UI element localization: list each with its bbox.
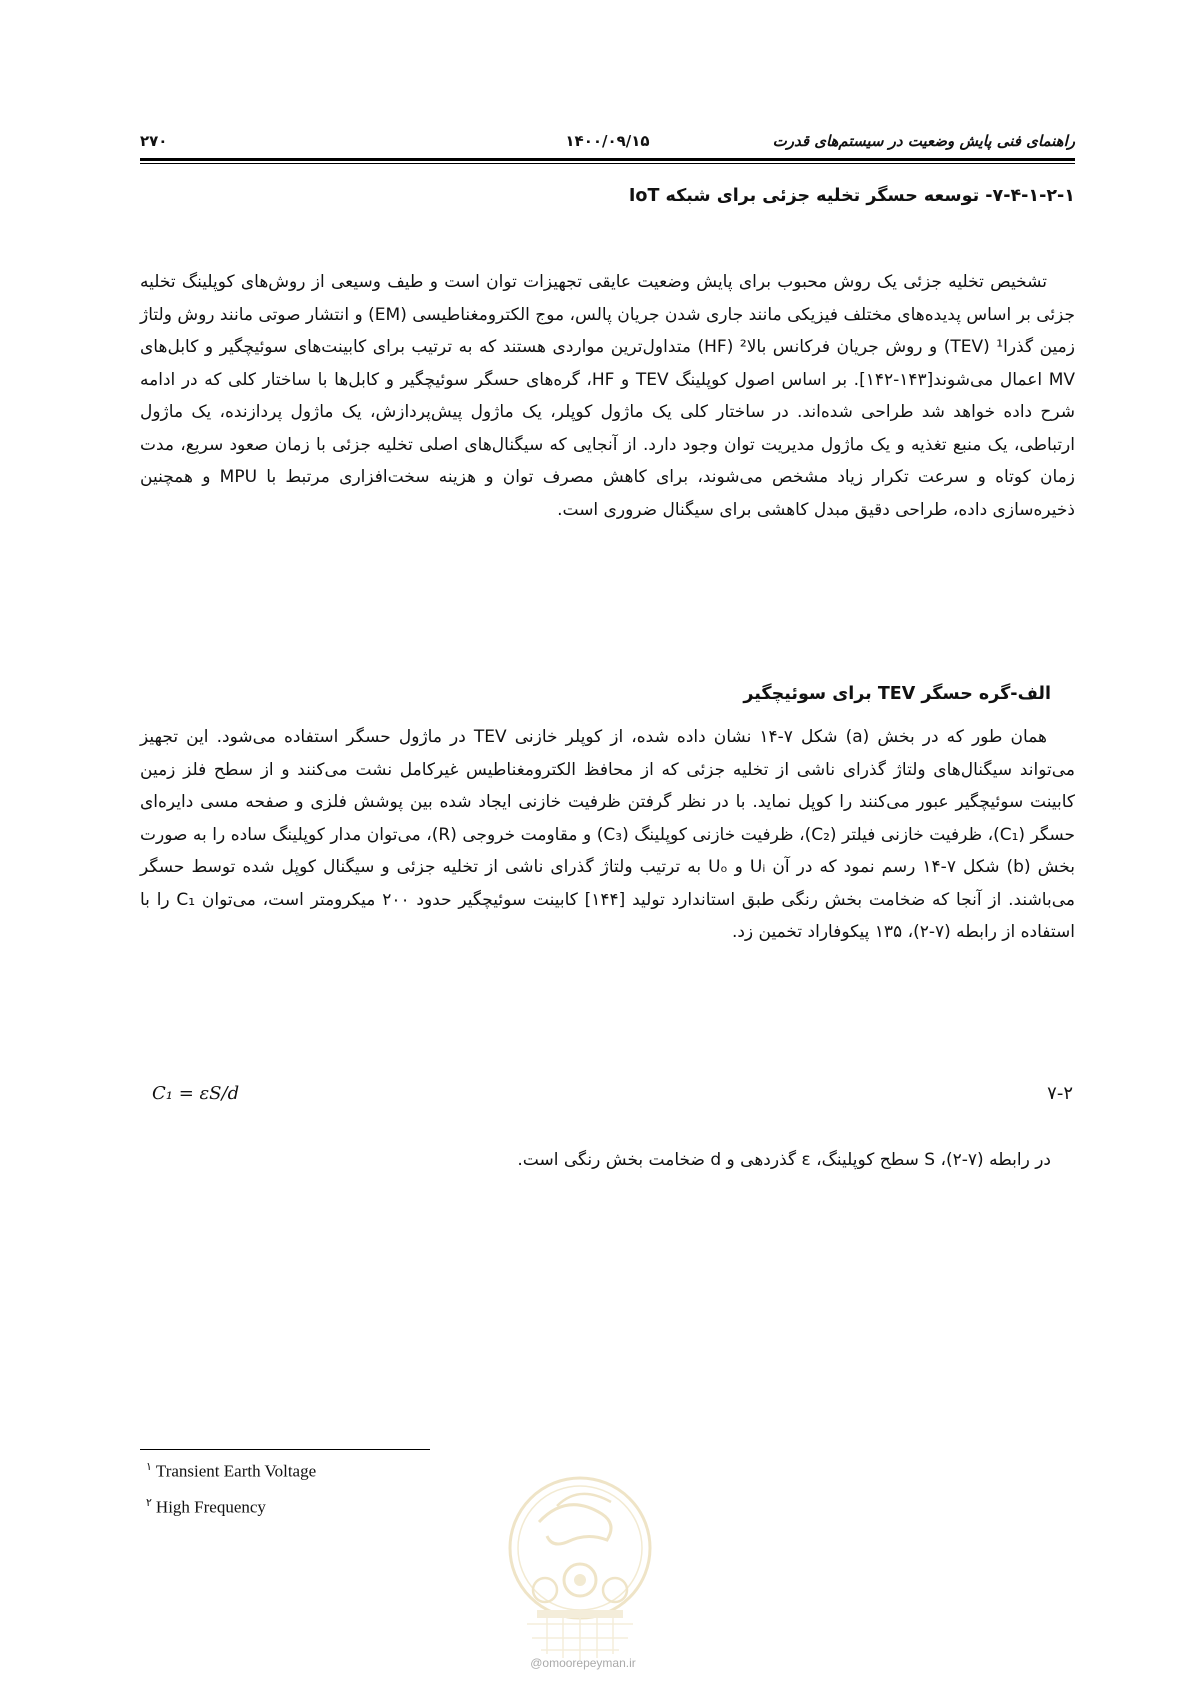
footnote-2-text: High Frequency xyxy=(155,1497,266,1517)
footnote-1-text: Transient Earth Voltage xyxy=(155,1461,317,1481)
header-rule-thin xyxy=(140,163,1075,164)
subsection-heading: الف-گره حسگر TEV برای سوئیچگیر xyxy=(743,684,1051,704)
footnote-rule xyxy=(140,1449,430,1450)
footnote-2-mark: ۲ xyxy=(146,1497,152,1509)
section-heading: ۷-۴-۱-۲-۱- توسعه حسگر تخلیه جزئی برای شبکه IoT xyxy=(628,186,1075,206)
paragraph-2-text: همان طور که در بخش (a) شکل ۷-۱۴ نشان داده شده، از کوپلر خازنی TEV در ماژول حسگر استفاده می‌شود. این تجهیز می‌تواند سیگنال‌های ولتاژ گذرای ناشی از تخلیه جزئی که از محافظ الکترومغناطیس غیرکامل نشت می‌کنند و از سطح فلز زمین کابینت سوئیچگیر عبور می‌کنند را کوپل نماید. با در نظر گرفتن ظرفیت خازنی ایجاد شده بین پوشش فلزی و صفحه مسی دایره‌ای حسگر (C₁)، ظرفیت خازنی فیلتر (C₂)، ظرفیت خازنی کوپلینگ (C₃) و مقاومت خروجی (R)، می‌توان مدار کوپلینگ ساده را به صورت بخش (b) شکل ۷-۱۴ رسم نمود که در آن Uᵢ و Uₒ به ترتیب ولتاژ گذرای ناشی از تخلیه جزئی و سیگنال کوپل شده توسط حسگر می‌باشند. از آنجا که ضخامت بخش رنگی طبق استاندارد تولید [۱۴۴] کابینت سوئیچگیر حدود ۲۰۰ میکرومتر است، می‌توان C₁ را با استفاده از رابطه (۷-۲)، ۱۳۵ پیکوفاراد تخمین زد. xyxy=(140,727,1075,942)
equation-formula: C₁ = εS/d xyxy=(152,1083,240,1104)
page-header xyxy=(140,128,1075,154)
footnote-1 xyxy=(146,1460,316,1482)
paragraph-1-text: تشخیص تخلیه جزئی یک روش محبوب برای پایش وضعیت عایقی تجهیزات توان است و طیف وسیعی از روش‌های کوپلینگ تخلیه جزئی بر اساس پدیده‌های مختلف فیزیکی مانند جاری شدن جریان پالس، موج الکترومغناطیسی (EM) و انتشار صوتی مانند روش ولتاژ زمین گذرا¹ (TEV) و روش جریان فرکانس بالا² (HF) متداول‌ترین مواردی هستند که به ترتیب برای کابینت‌های سوئیچگیر و کابل‌های MV اعمال می‌شوند[۱۴۳-۱۴۲]. بر اساس اصول کوپلینگ TEV و HF، گره‌های حسگر سوئیچگیر و کابل‌ها با ساختار کلی که در ادامه شرح داده خواهد شد طراحی شده‌اند. در ساختار کلی یک ماژول کوپلر، یک ماژول پیش‌پردازش، یک ماژول پردازنده، یک ماژول ارتباطی، یک منبع تغذیه و یک ماژول مدیریت توان وجود دارد. از آنجایی که سیگنال‌های اصلی تخلیه جزئی با زمان صعود سریع، مدت زمان کوتاه و سرعت تکرار زیاد مشخص می‌شوند، برای کاهش مصرف توان و هزینه سخت‌افزاری مرتبط با MPU و همچنین ذخیره‌سازی داده، طراحی دقیق مبدل کاهشی برای سیگنال ضروری است. xyxy=(140,272,1076,520)
page-number: ۲۷۰ xyxy=(140,132,168,150)
paragraph-2 xyxy=(140,721,1075,949)
equation-explanation: در رابطه (۷-۲)، S سطح کوپلینگ، ε گذردهی و d ضخامت بخش رنگی است. xyxy=(517,1150,1051,1170)
equation-number: ۷-۲ xyxy=(1047,1083,1073,1104)
header-rule-thick xyxy=(140,158,1075,161)
watermark-text: @omoorepeyman.ir xyxy=(530,1656,636,1670)
paragraph-1 xyxy=(140,266,1075,526)
header-date: ۱۴۰۰/۰۹/۱۵ xyxy=(565,132,650,150)
footnote-2 xyxy=(146,1496,266,1518)
footnote-1-mark: ۱ xyxy=(146,1461,152,1473)
running-title: راهنمای فنی پایش وضعیت در سیستم‌های قدرت xyxy=(772,132,1075,150)
